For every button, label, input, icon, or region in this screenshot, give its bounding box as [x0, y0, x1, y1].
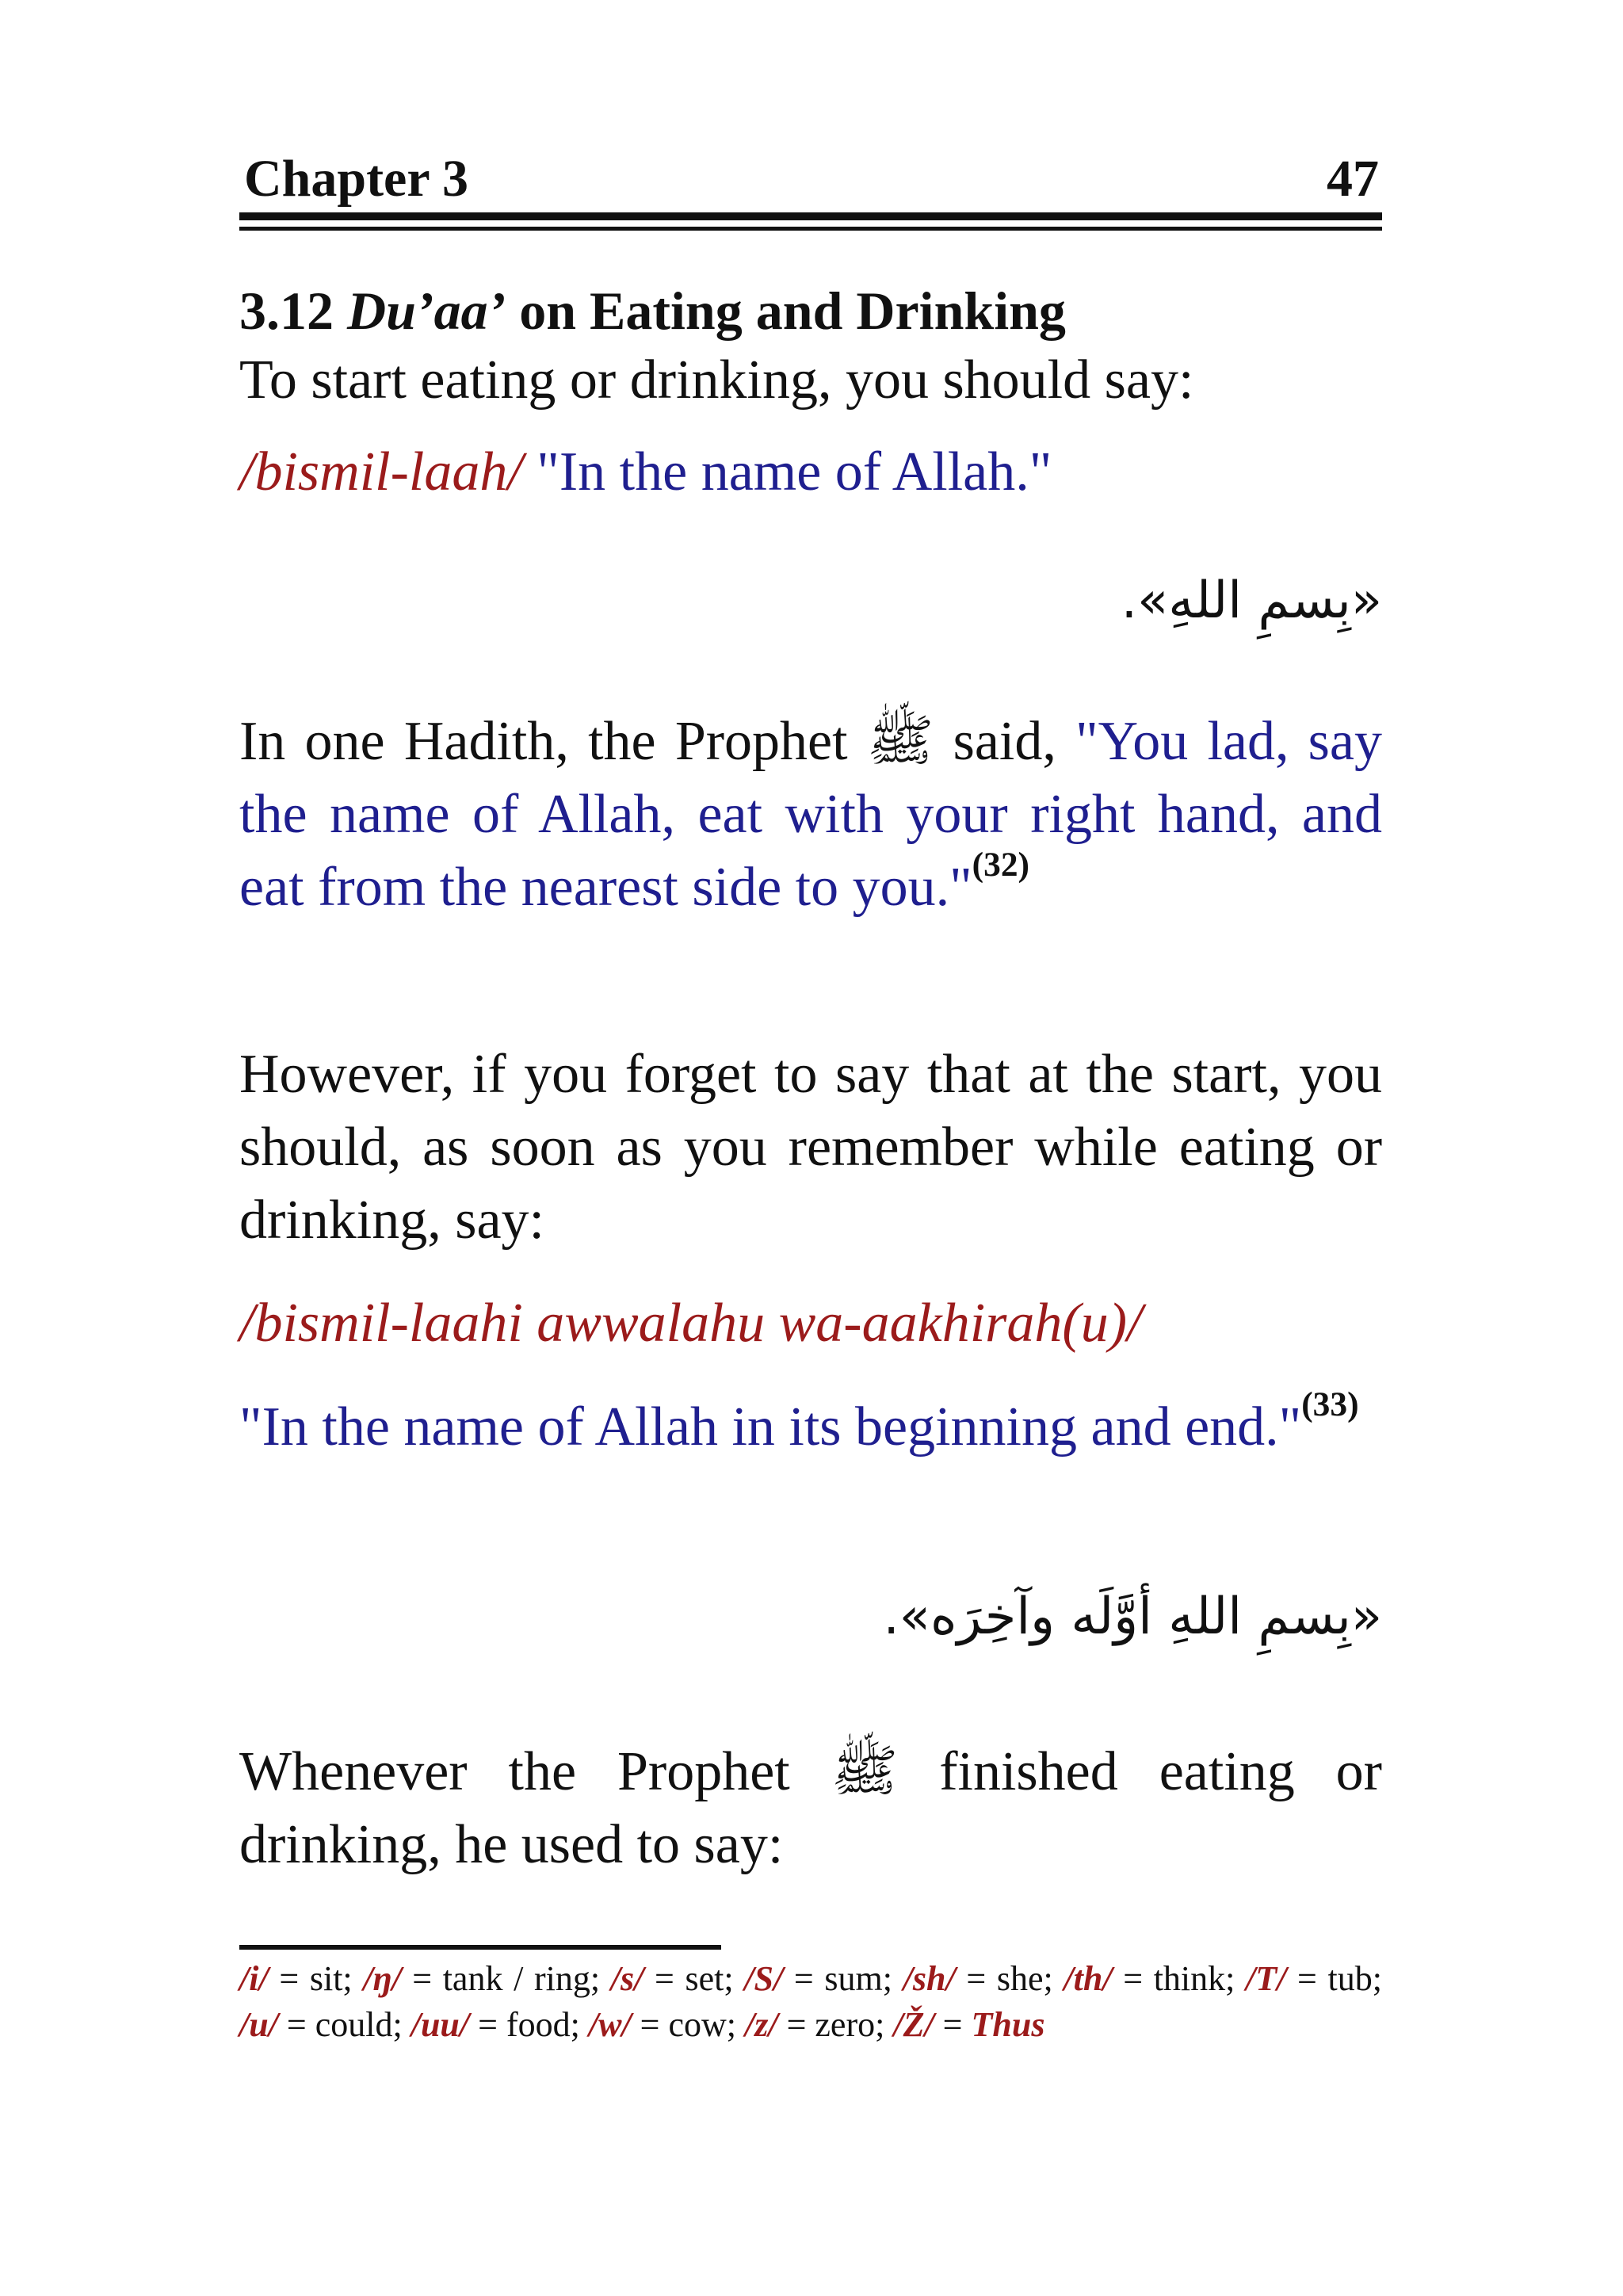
- footnote-rule: [239, 1945, 721, 1950]
- dua-1-transliteration: /bismil-laah/: [239, 441, 523, 502]
- key-entry-ng: /ŋ/ = tank / ring;: [363, 1959, 611, 1998]
- dua-2-transliteration: /bismil-laahi awwalahu wa-aakhirah(u)/: [239, 1293, 1143, 1354]
- footnote-pronunciation-key: [239, 1956, 1382, 2048]
- header-rule-thin: [239, 227, 1382, 231]
- key-entry-th: /th/ = think;: [1064, 1959, 1247, 1998]
- paragraph-2: [239, 705, 1382, 924]
- key-entry-T: /T/ = tub;: [1246, 1959, 1382, 1998]
- reference-33: (33): [1301, 1385, 1359, 1424]
- dua-2-arabic: «بِسمِ اللهِ أوَّلَه وآخِرَه».: [883, 1587, 1382, 1646]
- section-title-italic: Du’aa’: [347, 281, 506, 341]
- reference-32: (32): [972, 846, 1029, 884]
- section-number: 3.12: [239, 281, 334, 341]
- paragraph-4: Whenever the Prophet ﷺ finished eating or drinking, he used to say:: [239, 1741, 1382, 1875]
- key-entry-s: /s/ = set;: [610, 1959, 745, 1998]
- dua-2-translation: "In the name of Allah in its beginning and end.": [239, 1396, 1302, 1457]
- dua-1: [239, 436, 1382, 509]
- key-entry-S: /S/ = sum;: [744, 1959, 903, 1998]
- section-title-rest: on Eating and Drinking: [519, 281, 1066, 341]
- key-entry-Z-caron: /Ž/ = Thus: [893, 2005, 1045, 2044]
- paragraph-2-text: In one Hadith, the Prophet ﷺ said,: [239, 711, 1076, 772]
- key-entry-uu: /uu/ = food;: [411, 2005, 589, 2044]
- paragraph-2-quote: "You lad, say the name of Allah, eat with your right hand, and eat from the nearest side to you.": [239, 711, 1382, 918]
- key-entry-w: /w/ = cow;: [588, 2005, 745, 2044]
- header-rule-thick: [239, 212, 1382, 220]
- paragraph-3: However, if you forget to say that at the start, you should, as soon as you remember while eating or drinking, say:: [239, 1044, 1382, 1251]
- key-entry-z: /z/ = zero;: [745, 2005, 894, 2044]
- key-entry-sh: /sh/ = she;: [903, 1959, 1064, 1998]
- page-header: [239, 147, 1382, 211]
- dua-1-translation: "In the name of Allah.": [537, 441, 1052, 502]
- dua-1-arabic: «بِسمِ اللهِ».: [1121, 571, 1382, 630]
- key-entry-u: /u/ = could;: [239, 2005, 411, 2044]
- key-entry-i: /i/ = sit;: [239, 1959, 364, 1998]
- page-number: 47: [1327, 150, 1379, 208]
- paragraph-1: To start eating or drinking, you should say:: [239, 350, 1194, 411]
- chapter-label: Chapter 3: [244, 150, 468, 208]
- dua-2-translation-block: [239, 1385, 1382, 1464]
- section-heading: [239, 279, 1382, 342]
